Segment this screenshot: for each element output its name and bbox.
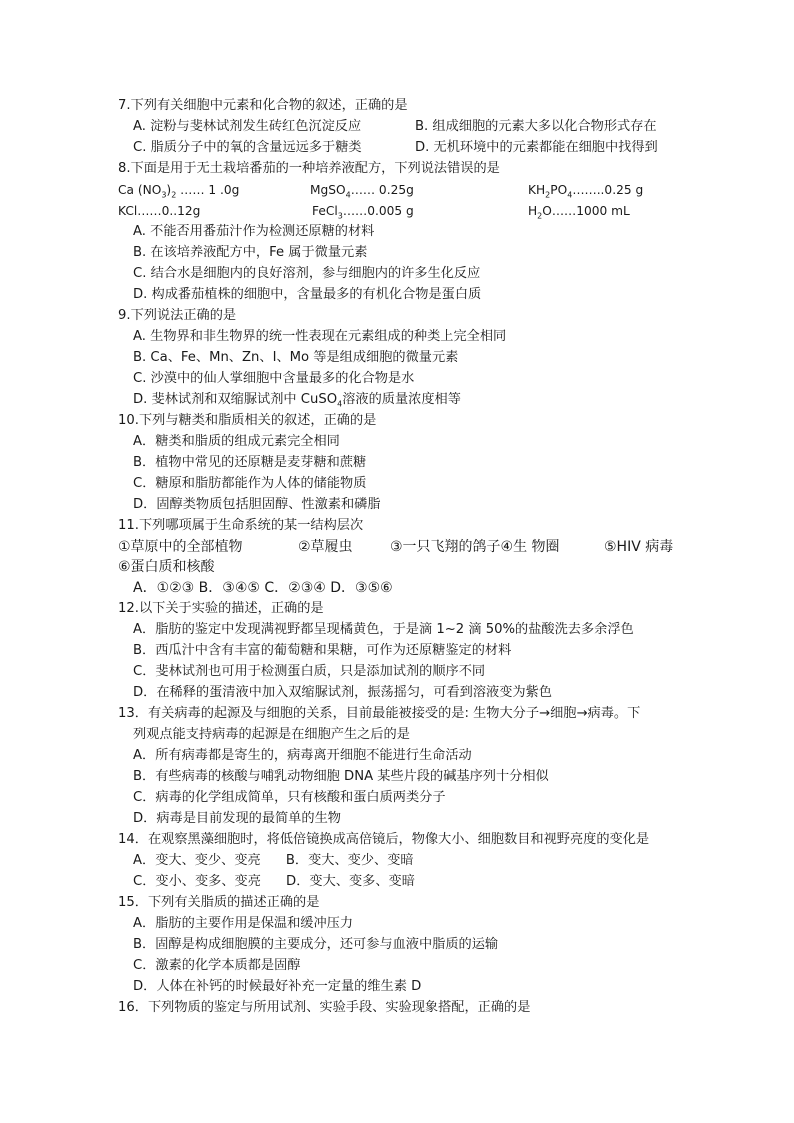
question-8-option-d: D. 构成番茄植株的细胞中，含量最多的有机化合物是蛋白质 — [133, 287, 482, 302]
formula-water: $H_2O\dots\dots 1000$ mL — [528, 204, 630, 221]
question-12-option-d: D．在稀释的蛋清液中加入双缩脲试剂，振荡摇匀，可看到溶液变为紫色 — [133, 685, 552, 700]
question-9-option-d: D. 斐林试剂和双缩脲试剂中 CuSO$_4$溶液的质量浓度相等 — [133, 392, 461, 409]
formula-magnesium-sulfate: MgSO$_4$…… 0.25g — [310, 183, 414, 200]
question-7-option-d: D. 无机环境中的元素都能在细胞中找得到 — [415, 140, 658, 155]
question-10-option-d: D．固醇类物质包括胆固醇、性激素和磷脂 — [133, 497, 381, 512]
question-8-stem: 8.下面是用于无土栽培番茄的一种培养液配方，下列说法错误的是 — [118, 161, 500, 176]
question-13-option-b: B．有些病毒的核酸与哺乳动物细胞 DNA 某些片段的碱基序列十分相似 — [133, 769, 549, 784]
question-8-option-b: B. 在该培养液配方中，Fe 属于微量元素 — [133, 245, 368, 260]
question-15-option-c: C．激素的化学本质都是固醇 — [133, 958, 301, 973]
question-14-options-cd: C．变小、变多、变亮 D．变大、变多、变暗 — [133, 874, 415, 889]
question-15-option-a: A．脂肪的主要作用是保温和缓冲压力 — [133, 916, 354, 931]
question-9-option-c: C. 沙漠中的仙人掌细胞中含量最多的化合物是水 — [133, 371, 415, 386]
question-15-option-b: B．固醇是构成细胞膜的主要成分，还可参与血液中脂质的运输 — [133, 937, 499, 952]
formula-calcium-nitrate: Ca $(NO_3)_2$ …… 1 .0g — [118, 183, 240, 200]
question-13-stem-line-1: 13．有关病毒的起源及与细胞的关系，目前最能被接受的是: 生物大分子→细胞→病毒。下 — [118, 706, 641, 721]
question-13-stem-line-2: 列观点能支持病毒的起源是在细胞产生之后的是 — [133, 727, 410, 742]
question-15-option-d: D．人体在补钙的时候最好补充一定量的维生素 D — [133, 979, 422, 994]
question-14-stem: 14．在观察黑藻细胞时，将低倍镜换成高倍镜后，物像大小、细胞数目和视野亮度的变化是 — [118, 832, 650, 847]
question-7-option-a: A. 淀粉与斐林试剂发生砖红色沉淀反应 — [133, 119, 362, 134]
question-7-option-c: C. 脂质分子中的氧的含量远远多于糖类 — [133, 140, 362, 155]
question-7-options-cd — [133, 138, 658, 158]
question-12-stem: 12.以下关于实验的描述，正确的是 — [118, 601, 324, 616]
question-15-stem: 15．下列有关脂质的描述正确的是 — [118, 895, 320, 910]
question-16-stem: 16．下列物质的鉴定与所用试剂、实验手段、实验现象搭配，正确的是 — [118, 1000, 531, 1015]
question-11-item-1: ①草原中的全部植物 — [118, 539, 243, 555]
formula-ferric-chloride: FeCl$_3$……0.005 g — [312, 204, 414, 221]
question-7-option-b: B. 组成细胞的元素大多以化合物形式存在 — [415, 119, 657, 134]
question-9-option-b: B. Ca、Fe、Mn、Zn、I、Mo 等是组成细胞的微量元素 — [133, 350, 459, 365]
question-11-item-6: ⑥蛋白质和核酸 — [118, 559, 215, 575]
question-11-item-3-4: ③一只飞翔的鸽子④生 物圈 — [390, 539, 560, 555]
question-7-options-ab — [133, 117, 657, 137]
question-13-option-a: A．所有病毒都是寄生的，病毒离开细胞不能进行生命活动 — [133, 748, 472, 763]
question-13-option-d: D．病毒是目前发现的最简单的生物 — [133, 811, 341, 826]
question-11-answer-choices: A．①②③ B．③④⑤ C．②③④ D．③⑤⑥ — [133, 580, 393, 596]
question-12-option-a: A．脂肪的鉴定中发现满视野都呈现橘黄色，于是滴 1~2 滴 50%的盐酸洗去多余浮色 — [133, 622, 634, 637]
question-11-stem: 11.下列哪项属于生命系统的某一结构层次 — [118, 518, 364, 533]
question-7-stem: 7.下列有关细胞中元素和化合物的叙述，正确的是 — [118, 98, 408, 113]
formula-potassium-phosphate: $KH_2PO_4\dots\dots..0.25$ g — [528, 183, 644, 200]
question-10-option-a: A．糖类和脂质的组成元素完全相同 — [133, 434, 340, 449]
question-12-option-b: B．西瓜汁中含有丰富的葡萄糖和果糖，可作为还原糖鉴定的材料 — [133, 643, 512, 658]
question-10-stem: 10.下列与糖类和脂质相关的叙述，正确的是 — [118, 413, 377, 428]
question-10-option-b: B．植物中常见的还原糖是麦芽糖和蔗糖 — [133, 455, 367, 470]
question-8-option-c: C. 结合水是细胞内的良好溶剂，参与细胞内的许多生化反应 — [133, 266, 481, 281]
question-10-option-c: C．糖原和脂肪都能作为人体的储能物质 — [133, 476, 367, 491]
formula-potassium-chloride: KCl……0..12g — [118, 204, 201, 218]
question-11-item-2: ②草履虫 — [298, 539, 353, 555]
question-13-option-c: C．病毒的化学组成简单，只有核酸和蛋白质两类分子 — [133, 790, 446, 805]
question-11-item-5: ⑤HIV 病毒 — [604, 539, 674, 555]
question-14-options-ab: A．变大、变少、变亮 B．变大、变少、变暗 — [133, 853, 414, 868]
question-12-option-c: C．斐林试剂也可用于检测蛋白质，只是添加试剂的顺序不同 — [133, 664, 486, 679]
question-8-option-a: A. 不能否用番茄汁作为检测还原糖的材料 — [133, 224, 375, 239]
question-9-stem: 9.下列说法正确的是 — [118, 308, 237, 323]
question-9-option-a: A. 生物界和非生物界的统一性表现在元素组成的种类上完全相同 — [133, 329, 507, 344]
